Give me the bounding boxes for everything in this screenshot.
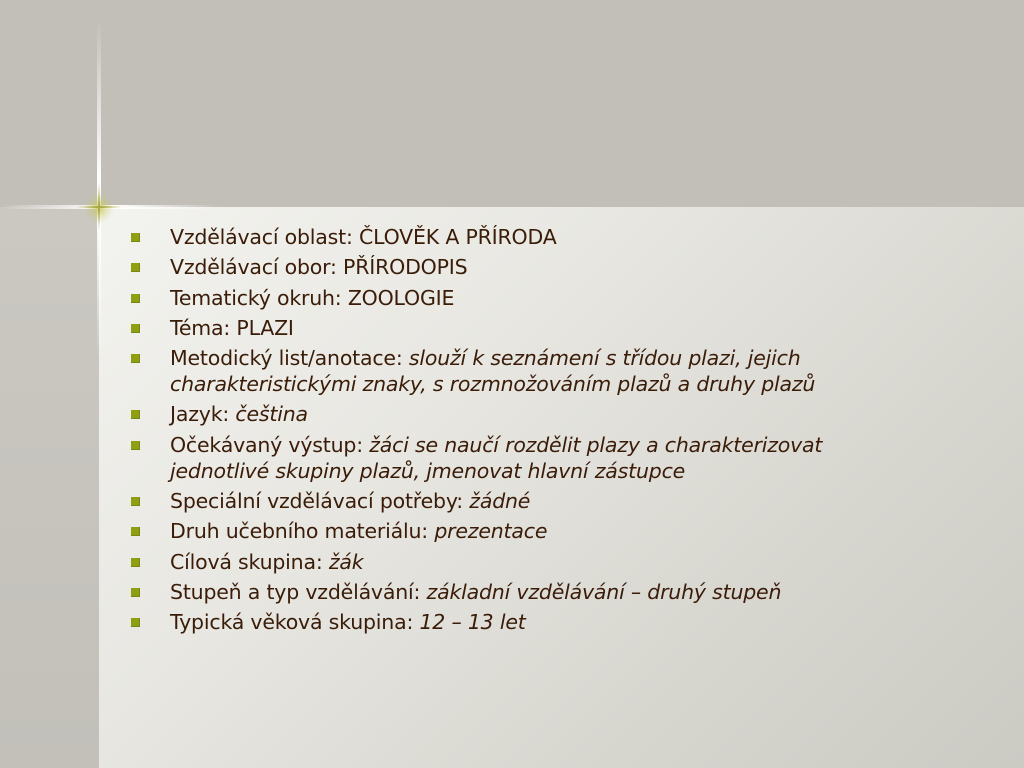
bullet-square-icon (131, 497, 140, 506)
item-label: Tematický okruh: ZOOLOGIE (170, 285, 455, 310)
bullet-square-icon (131, 588, 140, 597)
list-item (130, 609, 910, 635)
item-value: slouží k seznámení s třídou plazi, jejich charakteristickými znaky, s rozmnožováním plazů a druhy plazů (170, 346, 816, 397)
bullet-square-icon (131, 527, 140, 536)
item-label: Vzdělávací obor: PŘÍRODOPIS (170, 255, 468, 280)
bullet-square-icon (131, 324, 140, 333)
list-item (130, 432, 910, 484)
item-label: Typická věková skupina: (170, 610, 420, 635)
list-item (130, 315, 910, 341)
item-value: žáci se naučí rozdělit plazy a charakterizovat jednotlivé skupiny plazů, jmenovat hlavní zástupce (170, 432, 823, 483)
star-vertical-ray (98, 184, 100, 230)
list-item (130, 579, 910, 605)
item-label: Stupeň a typ vzdělávání: (170, 579, 427, 604)
item-label: Vzdělávací oblast: ČLOVĚK A PŘÍRODA (170, 225, 557, 249)
item-label: Metodický list/anotace: (170, 346, 409, 371)
item-value: základní vzdělávání – druhý stupeň (426, 579, 782, 604)
bullet-square-icon (131, 441, 140, 450)
item-value: prezentace (434, 519, 548, 544)
list-item (130, 549, 910, 575)
list-item (130, 401, 910, 427)
list-item (130, 488, 910, 514)
bullet-list (130, 224, 910, 640)
item-value: žádné (469, 489, 531, 514)
item-label: Téma: PLAZI (170, 315, 294, 340)
item-value: žák (328, 549, 364, 574)
bullet-square-icon (131, 558, 140, 567)
item-label: Cílová skupina: (170, 549, 329, 574)
bullet-square-icon (131, 294, 140, 303)
list-item (130, 254, 910, 280)
bullet-square-icon (131, 263, 140, 272)
list-item (130, 224, 910, 250)
item-label: Jazyk: (170, 402, 236, 427)
left-band (0, 207, 99, 768)
item-value: čeština (235, 402, 308, 427)
bullet-square-icon (131, 233, 140, 242)
list-item (130, 518, 910, 544)
bullet-square-icon (131, 354, 140, 363)
list-item (130, 345, 910, 397)
top-band (0, 0, 1024, 207)
bullet-square-icon (131, 410, 140, 419)
item-value: 12 – 13 let (419, 610, 526, 635)
list-item (130, 285, 910, 311)
bullet-square-icon (131, 618, 140, 627)
item-label: Očekávaný výstup: (170, 432, 370, 457)
item-label: Druh učebního materiálu: (170, 519, 435, 544)
item-label: Speciální vzdělávací potřeby: (170, 489, 470, 514)
